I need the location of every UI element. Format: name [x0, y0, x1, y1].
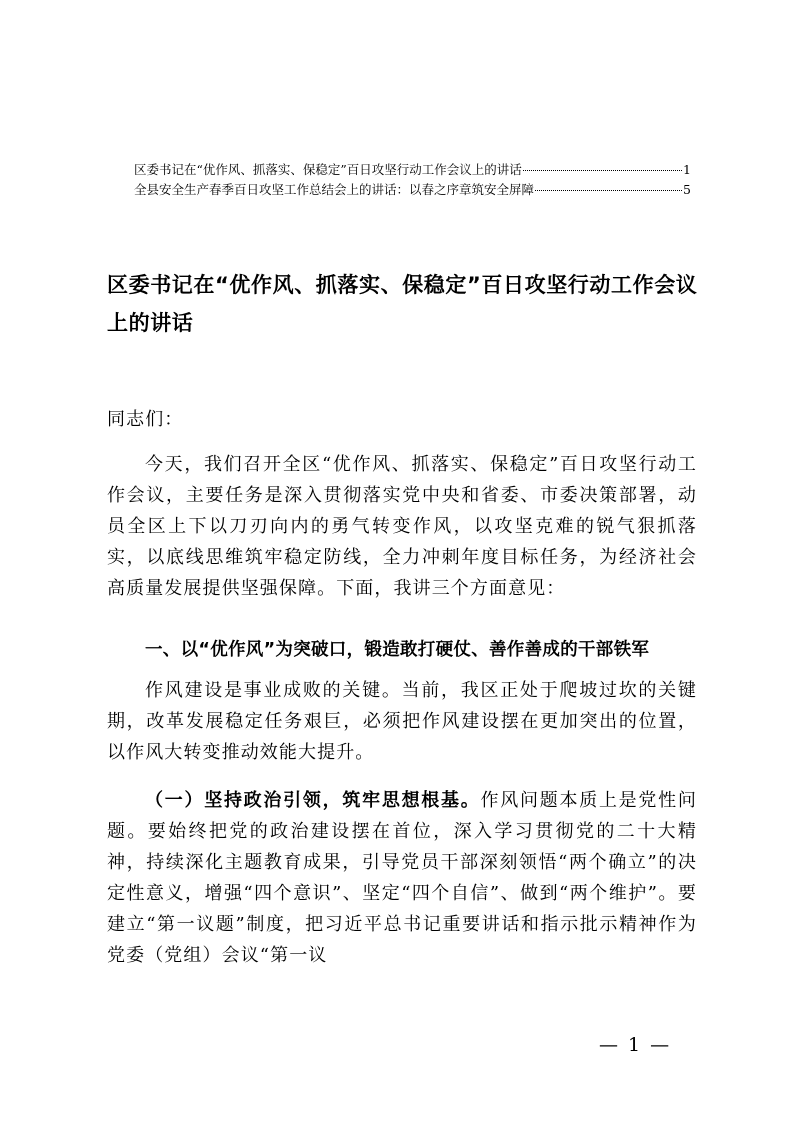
salutation: 同志们：: [107, 409, 184, 430]
toc-entry-page: 5: [683, 182, 691, 197]
section-paragraph: 作风建设是事业成败的关键。当前，我区正处于爬坡过坎的关键期，改革发展稳定任务艰巨，必须把作风建设摆在更加突出的位置，以作风大转变推动效能大提升。: [107, 680, 697, 763]
toc-entry-1[interactable]: [134, 160, 691, 180]
intro-paragraph: 今天，我们召开全区“优作风、抓落实、保稳定”百日攻坚行动工作会议，主要任务是深入贯彻落实党中央和省委、市委决策部署，动员全区上下以刀刃向内的勇气转变作风，以攻坚克难的锐气狠抓落实，以底线思维筑牢稳定防线，全力冲刺年度目标任务，为经济社会高质量发展提供坚强保障。下面，我讲三个方面意见：: [107, 454, 697, 599]
subsection-paragraph: [107, 785, 697, 971]
toc-entry-title[interactable]: 区委书记在“优作风、抓落实、保稳定”百日攻坚行动工作会议上的讲话: [134, 162, 522, 177]
toc-leader-dots: [535, 180, 682, 191]
toc-entry-page: 1: [683, 162, 691, 177]
toc-leader-dots: [523, 160, 682, 171]
table-of-contents: [134, 160, 691, 200]
subsection-text: 作风问题本质上是党性问题。要始终把党的政治建设摆在首位，深入学习贯彻党的二十大精神，持续深化主题教育成果，引导党员干部深刻领悟“两个确立”的决定性意义，增强“四个意识”、坚定“四个自信”、做到“两个维护”。要建立“第一议题”制度，把习近平总书记重要讲话和指示批示精神作为党委（党组）会议“第一议: [107, 790, 697, 966]
page-number: — 1 —: [599, 1034, 672, 1056]
document-title: 区委书记在“优作风、抓落实、保稳定”百日攻坚行动工作会议上的讲话: [107, 273, 698, 335]
subsection-heading: （一）坚持政治引领，筑牢思想根基。: [145, 790, 481, 811]
section-heading: 一、以“优作风”为突破口，锻造敢打硬仗、善作善成的干部铁军: [145, 640, 650, 660]
toc-entry-2[interactable]: [134, 180, 691, 200]
toc-entry-title[interactable]: 全县安全生产春季百日攻坚工作总结会上的讲话：以春之序章筑安全屏障: [134, 182, 535, 197]
